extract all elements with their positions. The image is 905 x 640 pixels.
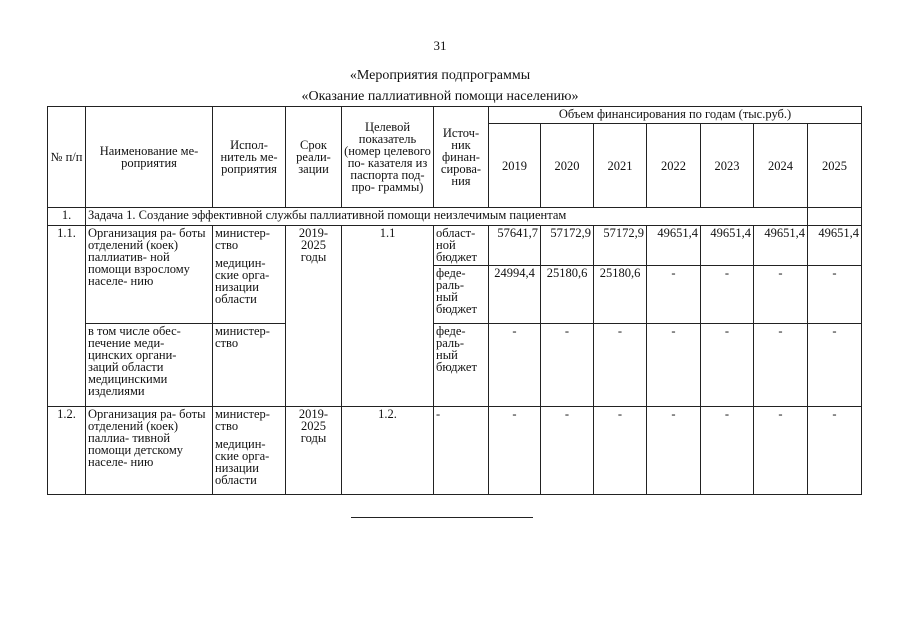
value-cell: - bbox=[808, 407, 862, 495]
value-cell: 24994,4 bbox=[489, 266, 541, 324]
value-cell: - bbox=[647, 266, 701, 324]
source-regional: област- ной бюджет bbox=[434, 226, 489, 266]
executor-cell bbox=[213, 407, 286, 495]
header-target: Целевой показатель (номер целевого по- казателя из паспорта под- про- граммы) bbox=[342, 107, 434, 208]
row-num: 1.1. bbox=[48, 226, 86, 407]
header-funding: Объем финансирования по годам (тыс.руб.) bbox=[489, 107, 862, 124]
table-row-1-1-sub bbox=[48, 324, 862, 407]
year-2024: 2024 bbox=[754, 124, 808, 208]
document-title-line1: «Мероприятия подпрограммы bbox=[349, 68, 531, 83]
year-2025: 2025 bbox=[808, 124, 862, 208]
term-cell: 2019- 2025 годы bbox=[286, 407, 342, 495]
year-2020: 2020 bbox=[541, 124, 594, 208]
task-empty-cell bbox=[808, 208, 862, 226]
value-cell: - bbox=[808, 324, 862, 407]
header-name: Наименование ме- роприятия bbox=[86, 107, 213, 208]
value-cell: - bbox=[647, 407, 701, 495]
value-cell: - bbox=[808, 266, 862, 324]
source-cell: - bbox=[434, 407, 489, 495]
value-cell: - bbox=[701, 266, 754, 324]
value-cell: 57172,9 bbox=[594, 226, 647, 266]
row-num: 1.2. bbox=[48, 407, 86, 495]
value-cell: - bbox=[541, 324, 594, 407]
document-title-line2: «Оказание паллиативной помощи населению» bbox=[301, 89, 579, 104]
page-number: 31 bbox=[433, 38, 447, 53]
activity-name: Организация ра- боты отделений (коек) паллиатив- ной помощи взрослому населе- нию bbox=[86, 226, 213, 324]
value-cell: - bbox=[647, 324, 701, 407]
year-2022: 2022 bbox=[647, 124, 701, 208]
header-num: № п/п bbox=[48, 107, 86, 208]
sub-source: феде- раль- ный бюджет bbox=[434, 324, 489, 407]
activities-table bbox=[47, 106, 862, 495]
sub-activity-name: в том числе обес- печение меди- цинских органи- заций области медицинскими изделиями bbox=[86, 324, 213, 407]
value-cell: - bbox=[754, 266, 808, 324]
target-cell: 1.2. bbox=[342, 407, 434, 495]
executor-ministry: министер- ство bbox=[215, 407, 270, 433]
task-row bbox=[48, 208, 862, 226]
value-cell: - bbox=[489, 324, 541, 407]
value-cell: - bbox=[541, 407, 594, 495]
header-row-1 bbox=[48, 107, 862, 124]
value-cell: - bbox=[754, 324, 808, 407]
value-cell: 57641,7 bbox=[489, 226, 541, 266]
header-source: Источ- ник финан- сирова- ния bbox=[434, 107, 489, 208]
value-cell: 57172,9 bbox=[541, 226, 594, 266]
executor-cell bbox=[213, 226, 286, 324]
value-cell: 49651,4 bbox=[701, 226, 754, 266]
header-executor: Испол- нитель ме- роприятия bbox=[213, 107, 286, 208]
executor-organizations: медицин- ские орга- низации области bbox=[215, 256, 270, 306]
executor-ministry: министер- ство bbox=[215, 226, 270, 252]
value-cell: 25180,6 bbox=[594, 266, 647, 324]
value-cell: - bbox=[489, 407, 541, 495]
year-2021: 2021 bbox=[594, 124, 647, 208]
task-num: 1. bbox=[48, 208, 86, 226]
year-2019: 2019 bbox=[489, 124, 541, 208]
table-row-1-1-regional bbox=[48, 226, 862, 266]
value-cell: 49651,4 bbox=[647, 226, 701, 266]
value-cell: 49651,4 bbox=[808, 226, 862, 266]
footer-separator-line bbox=[351, 517, 533, 518]
value-cell: 25180,6 bbox=[541, 266, 594, 324]
value-cell: - bbox=[701, 407, 754, 495]
task-text: Задача 1. Создание эффективной службы паллиативной помощи неизлечимым пациентам bbox=[86, 208, 808, 226]
term-cell: 2019- 2025 годы bbox=[286, 226, 342, 407]
source-federal: феде- раль- ный бюджет bbox=[434, 266, 489, 324]
sub-executor: министер- ство bbox=[213, 324, 286, 407]
year-2023: 2023 bbox=[701, 124, 754, 208]
header-term: Срок реали- зации bbox=[286, 107, 342, 208]
executor-organizations: медицин- ские орга- низации области bbox=[215, 437, 270, 487]
value-cell: - bbox=[701, 324, 754, 407]
value-cell: 49651,4 bbox=[754, 226, 808, 266]
table-row-1-2 bbox=[48, 407, 862, 495]
activity-name: Организация ра- боты отделений (коек) паллиа- тивной помощи детскому населе- нию bbox=[86, 407, 213, 495]
target-cell: 1.1 bbox=[342, 226, 434, 407]
value-cell: - bbox=[594, 407, 647, 495]
value-cell: - bbox=[754, 407, 808, 495]
value-cell: - bbox=[594, 324, 647, 407]
